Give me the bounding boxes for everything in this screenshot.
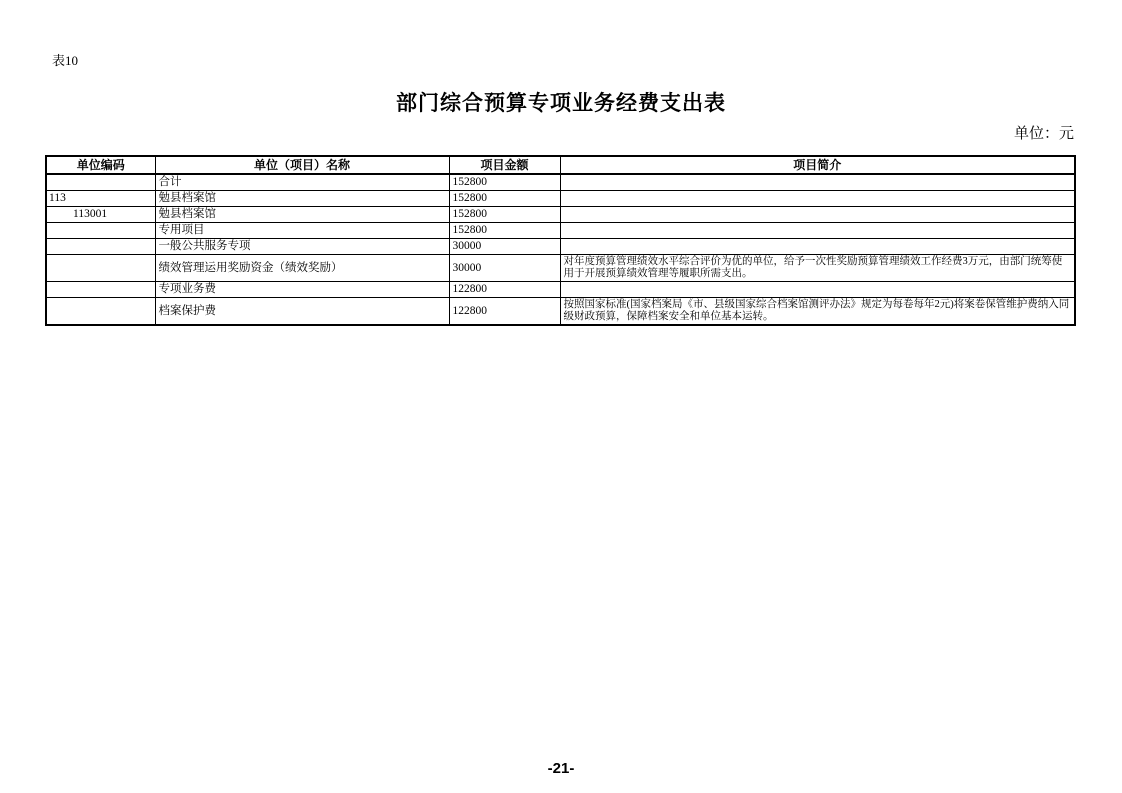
unit-code-cell <box>46 254 155 281</box>
amount-cell: 152800 <box>449 206 560 222</box>
brief-cell <box>560 174 1075 190</box>
unit-name-cell: 专项业务费 <box>155 281 449 297</box>
brief-cell <box>560 238 1075 254</box>
table-row <box>46 206 1075 222</box>
table-number-label: 表10 <box>52 53 79 68</box>
unit-code-cell <box>46 281 155 297</box>
amount-cell: 152800 <box>449 222 560 238</box>
table-row <box>46 281 1075 297</box>
unit-name-cell: 勉县档案馆 <box>155 190 449 206</box>
table-row <box>46 238 1075 254</box>
unit-name-cell: 一般公共服务专项 <box>155 238 449 254</box>
amount-cell: 30000 <box>449 254 560 281</box>
brief-cell <box>560 206 1075 222</box>
brief-cell <box>560 222 1075 238</box>
unit-code-cell <box>46 297 155 325</box>
table-row <box>46 297 1075 325</box>
unit-code-cell <box>46 174 155 190</box>
amount-cell: 152800 <box>449 190 560 206</box>
amount-cell: 152800 <box>449 174 560 190</box>
column-header-unit-name: 单位（项目）名称 <box>155 156 449 174</box>
table-row <box>46 222 1075 238</box>
column-header-brief: 项目简介 <box>560 156 1075 174</box>
brief-cell <box>560 281 1075 297</box>
column-header-amount: 项目金额 <box>449 156 560 174</box>
brief-cell <box>560 190 1075 206</box>
brief-cell: 对年度预算管理绩效水平综合评价为优的单位，给予一次性奖励预算管理绩效工作经费3万元，由部门统筹使用于开展预算绩效管理等履职所需支出。 <box>560 254 1075 281</box>
unit-name-cell: 档案保护费 <box>155 297 449 325</box>
unit-code-cell: 113001 <box>46 206 155 222</box>
brief-cell: 按照国家标准(国家档案局《市、县级国家综合档案馆测评办法》规定为每卷每年2元)将案卷保管维护费纳入同级财政预算，保障档案安全和单位基本运转。 <box>560 297 1075 325</box>
table-body <box>46 174 1075 325</box>
table-header-row <box>46 156 1075 174</box>
table-row <box>46 254 1075 281</box>
table-row <box>46 190 1075 206</box>
unit-name-cell: 专用项目 <box>155 222 449 238</box>
amount-cell: 122800 <box>449 297 560 325</box>
unit-code-cell <box>46 238 155 254</box>
unit-name-cell: 绩效管理运用奖励资金（绩效奖励） <box>155 254 449 281</box>
currency-unit-note: 单位：元 <box>1013 126 1074 142</box>
amount-cell: 30000 <box>449 238 560 254</box>
page-number: -21- <box>547 760 575 777</box>
unit-name-cell: 勉县档案馆 <box>155 206 449 222</box>
unit-name-cell: 合计 <box>155 174 449 190</box>
budget-table <box>45 155 1076 326</box>
table-header <box>46 156 1075 174</box>
amount-cell: 122800 <box>449 281 560 297</box>
unit-code-cell: 113 <box>46 190 155 206</box>
page-title: 部门综合预算专项业务经费支出表 <box>396 92 726 115</box>
unit-code-cell <box>46 222 155 238</box>
table-row <box>46 174 1075 190</box>
column-header-unit-code: 单位编码 <box>46 156 155 174</box>
